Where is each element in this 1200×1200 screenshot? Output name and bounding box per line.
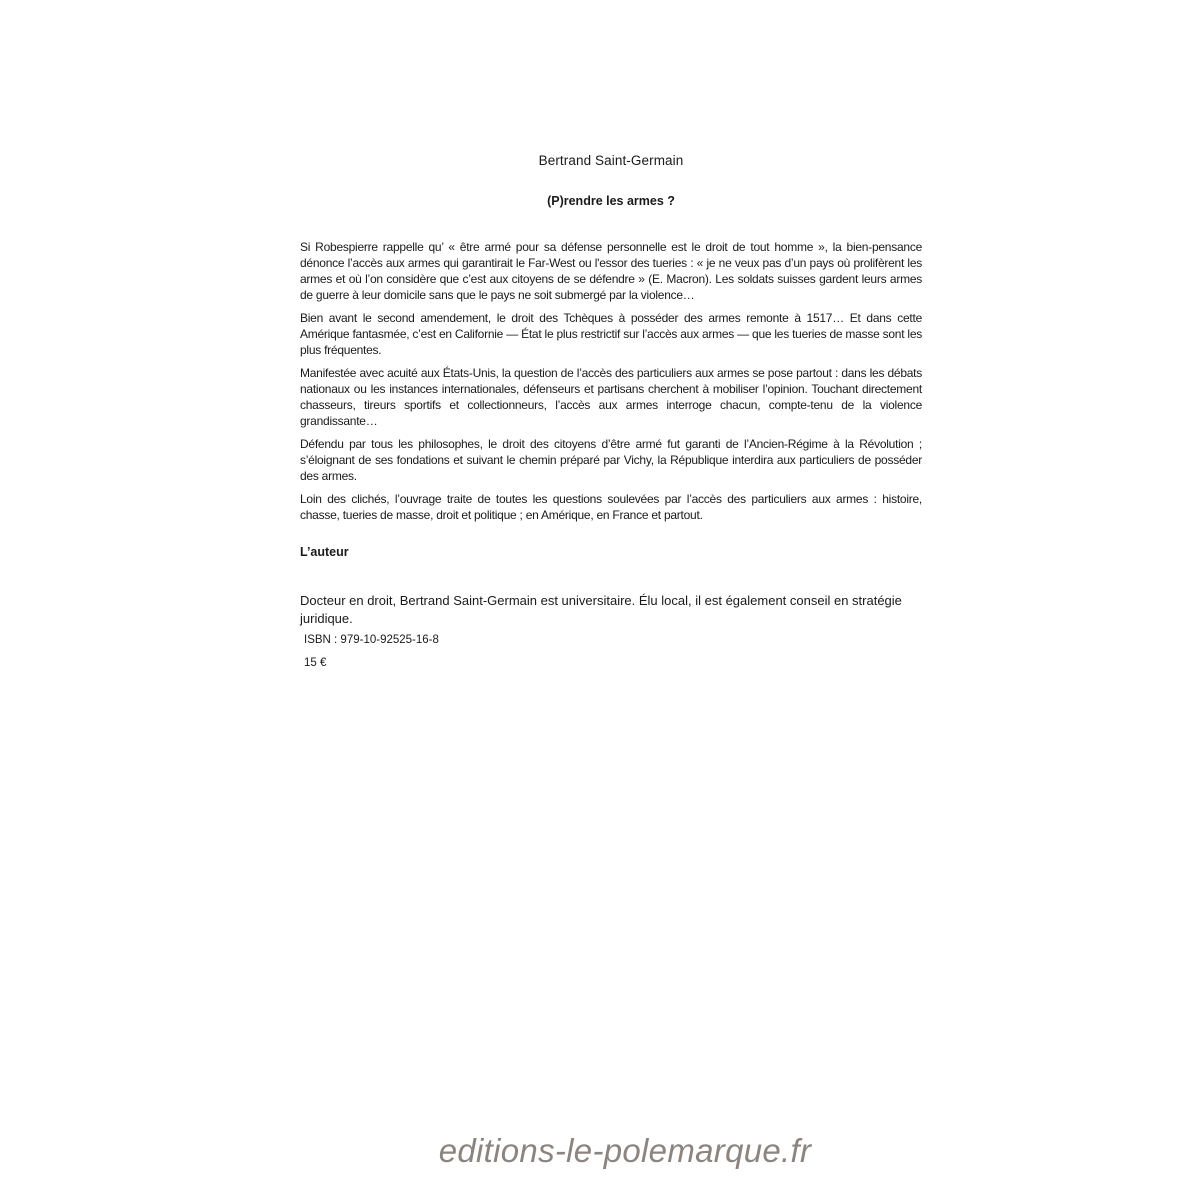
blurb-paragraph: Bien avant le second amendement, le droit des Tchèques à posséder des armes remonte à 1517… Et dans cette Amérique fantasmée, c’est en Californie — État le plus restrictif sur l’accès aux armes — que les tueries de masse sont les plus fréquentes. xyxy=(300,311,922,357)
isbn: ISBN : 979-10-92525-16-8 xyxy=(304,634,439,646)
blurb xyxy=(300,239,922,530)
back-cover-page xyxy=(300,0,922,720)
book-title: (P)rendre les armes ? xyxy=(547,194,675,208)
blurb-paragraph: Manifestée avec acuité aux États-Unis, la question de l’accès des particuliers aux armes se pose partout : dans les débats nationaux ou les instances internationales, défenseurs et partisans cherchent à mobiliser l’opinion. Touchant directement chasseurs, tireurs sportifs et collectionneurs, l’accès aux armes interroge chacun, compte-tenu de la violence grandissante… xyxy=(300,366,922,428)
blurb-paragraph: Si Robespierre rappelle qu’ « être armé pour sa défense personnelle est le droit de tout homme », la bien-pensance dénonce l’accès aux armes qui garantirait le Far-West ou l'essor des tueries : « je ne veux pas d’un pays où prolifèrent les armes et où l’on considère que c’est aux citoyens de se défendre » (E. Macron). Les soldats suisses gardent leurs armes de guerre à leur domicile sans que le pays ne soit submergé par la violence… xyxy=(300,240,922,302)
publisher-url[interactable]: editions-le-polemarque.fr xyxy=(438,1132,812,1169)
author-bio: Docteur en droit, Bertrand Saint-Germain est universitaire. Élu local, il est également conseil en stratégie juridique. xyxy=(300,593,902,626)
blurb-paragraph: Loin des clichés, l’ouvrage traite de toutes les questions soulevées par l’accès des particuliers aux armes : histoire, chasse, tueries de masse, droit et politique ; en Amérique, en France et partout. xyxy=(300,492,922,522)
price: 15 € xyxy=(304,657,327,669)
author-section-heading: L’auteur xyxy=(300,545,349,559)
author-name: Bertrand Saint-Germain xyxy=(538,153,684,168)
blurb-paragraph: Défendu par tous les philosophes, le droit des citoyens d’être armé fut garanti de l’Ancien-Régime à la Révolution ; s’éloignant de ses fondations et suivant le chemin préparé par Vichy, la République interdira aux particuliers de posséder des armes. xyxy=(300,437,922,483)
